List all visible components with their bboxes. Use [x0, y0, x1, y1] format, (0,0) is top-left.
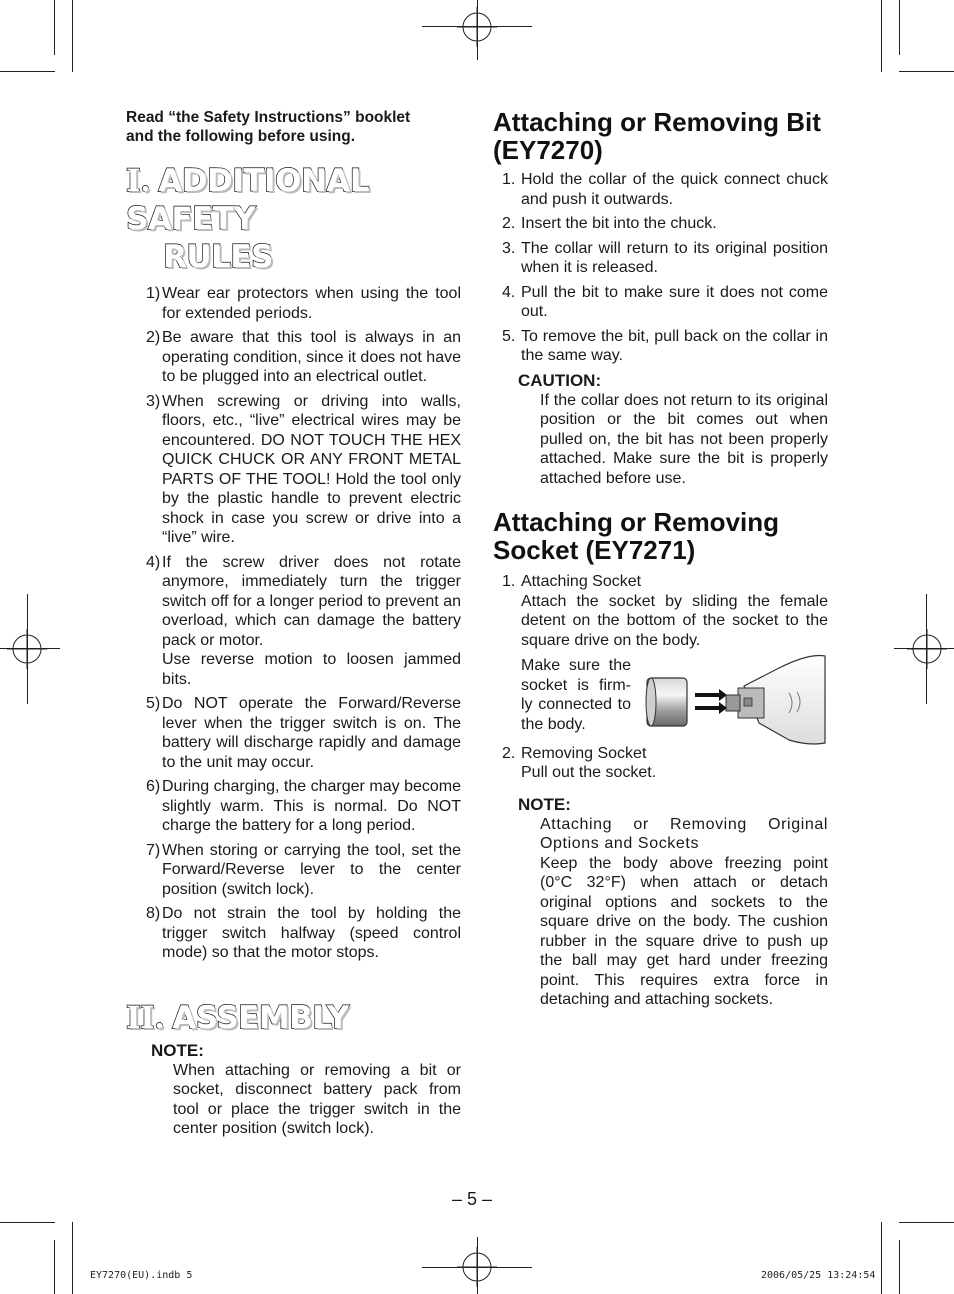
section-number: I. — [126, 163, 151, 199]
crop-mark — [881, 1222, 882, 1294]
note-label: NOTE: — [518, 794, 571, 814]
crop-mark — [0, 1222, 55, 1223]
socket-step-2: 2. Removing Socket Pull out the socket. — [502, 744, 657, 781]
crop-mark — [899, 0, 900, 55]
caution-label: CAUTION: — [518, 370, 602, 390]
socket-attach-illustration — [639, 648, 827, 754]
crop-mark — [477, 1237, 478, 1294]
note-text: Keep the body above freezing point (0°C 32°F) when attach or detach original options and sockets to the square drive on the body. The cushion rubber in the square drive to push up the ball may get hard under freezing point. This requires extra force in detaching and attaching sockets. — [540, 854, 828, 1008]
crop-mark — [72, 1222, 73, 1294]
note-label: NOTE: — [151, 1040, 204, 1060]
crop-mark — [54, 0, 55, 55]
section-number: II. — [126, 999, 165, 1036]
safety-rules-list — [126, 284, 461, 963]
crop-mark — [27, 594, 28, 704]
footer-timestamp: 2006/05/25 13:24:54 — [761, 1270, 876, 1281]
list-item: 3) When screwing or driving into walls, floors, etc., “live” electrical wires may be encountered. DO NOT TOUCH THE HEX QUICK CHUCK OR ANY FRONT METAL PARTS OF THE TOOL! Hold the tool only by the plastic handle to prevent electric shock in case you screw or drive into a “live” wire. — [146, 392, 461, 546]
crop-mark — [881, 0, 882, 72]
crop-mark — [894, 648, 954, 649]
left-column — [126, 108, 461, 1139]
list-item: 2) Be aware that this tool is always in an operating condition, since it does not have to be plugged into an electrical outlet. — [146, 329, 461, 385]
list-item: 7) When storing or carrying the tool, set the Forward/Reverse lever to the center position (switch lock). — [146, 841, 461, 898]
caution-text: If the collar does not return to its original position or the bit comes out when pulled on, the bit has not been properly attached. Make sure the bit is properly attached before use. — [540, 391, 828, 487]
list-item: 1. Hold the collar of the quick connect chuck and push it outwards. — [502, 171, 828, 208]
note-text: When attaching or removing a bit or socket, disconnect battery pack from tool or place the trigger switch in the center position (switch lock). — [173, 1061, 461, 1137]
section-heading-additional-safety-rules: I. ADDITIONAL SAFETY RULES — [126, 163, 370, 275]
crop-mark — [0, 648, 60, 649]
list-item: 8) Do not strain the tool by holding the trigger switch halfway (speed control mode) so that the motor stops. — [146, 905, 461, 961]
list-item: 3. The collar will return to its original position when it is released. — [502, 239, 828, 276]
list-item: 5. To remove the bit, pull back on the collar in the same way. — [502, 327, 828, 364]
page-number: – 5 – — [452, 1189, 493, 1209]
crop-mark — [899, 1240, 900, 1294]
crop-mark — [926, 594, 927, 704]
list-item: 4) If the screw driver does not rotate anymore, immediately turn the trigger switch off for a longer period to prevent an overload, which can damage the battery pack or motor. Use reverse motion to loosen jammed bits. — [146, 553, 461, 688]
list-item: 1) Wear ear protectors when using the tool for extended periods. — [146, 285, 461, 322]
right-column — [493, 108, 828, 1010]
list-item: 5) Do NOT operate the Forward/Reverse lever when the trigger switch is on. The battery will discharge rapidly and damage to the unit may occur. — [146, 695, 461, 771]
socket-attach-icon — [639, 648, 827, 748]
registration-mark-icon — [907, 629, 947, 669]
list-item: 6) During charging, the charger may become slightly warm. This is normal. Do NOT charge the battery for a long period. — [146, 778, 461, 834]
note-text: Attaching or Removing Original Options and Sockets — [540, 815, 828, 852]
crop-mark — [899, 1222, 954, 1223]
heading-attaching-removing-socket: Attaching or Removing Socket (EY7271) — [493, 507, 780, 565]
bit-steps-list — [493, 170, 828, 366]
socket-step-1: 1. Attaching Socket Attach the socket by sliding the female detent on the bottom of the socket to the square drive on the body. Make sure the socket is firm-ly connected to the body. — [493, 572, 828, 754]
crop-mark — [72, 0, 73, 72]
crop-mark — [54, 1240, 55, 1294]
heading-attaching-removing-bit: Attaching or Removing Bit (EY7270) — [493, 107, 821, 165]
list-item: 2. Insert the bit into the chuck. — [502, 215, 717, 232]
crop-mark — [0, 71, 55, 72]
crop-mark — [899, 71, 954, 72]
intro-note: Read “the Safety Instructions” booklet and the following before using. — [126, 109, 411, 145]
footer-file-info: EY7270(EU).indb 5 — [90, 1270, 193, 1281]
list-item: 4. Pull the bit to make sure it does not come out. — [502, 283, 828, 320]
crop-mark — [477, 0, 478, 60]
section-heading-assembly: II. ASSEMBLY — [126, 999, 349, 1036]
socket-attach-row: Make sure the socket is firm-ly connected to the body. — [521, 656, 828, 754]
